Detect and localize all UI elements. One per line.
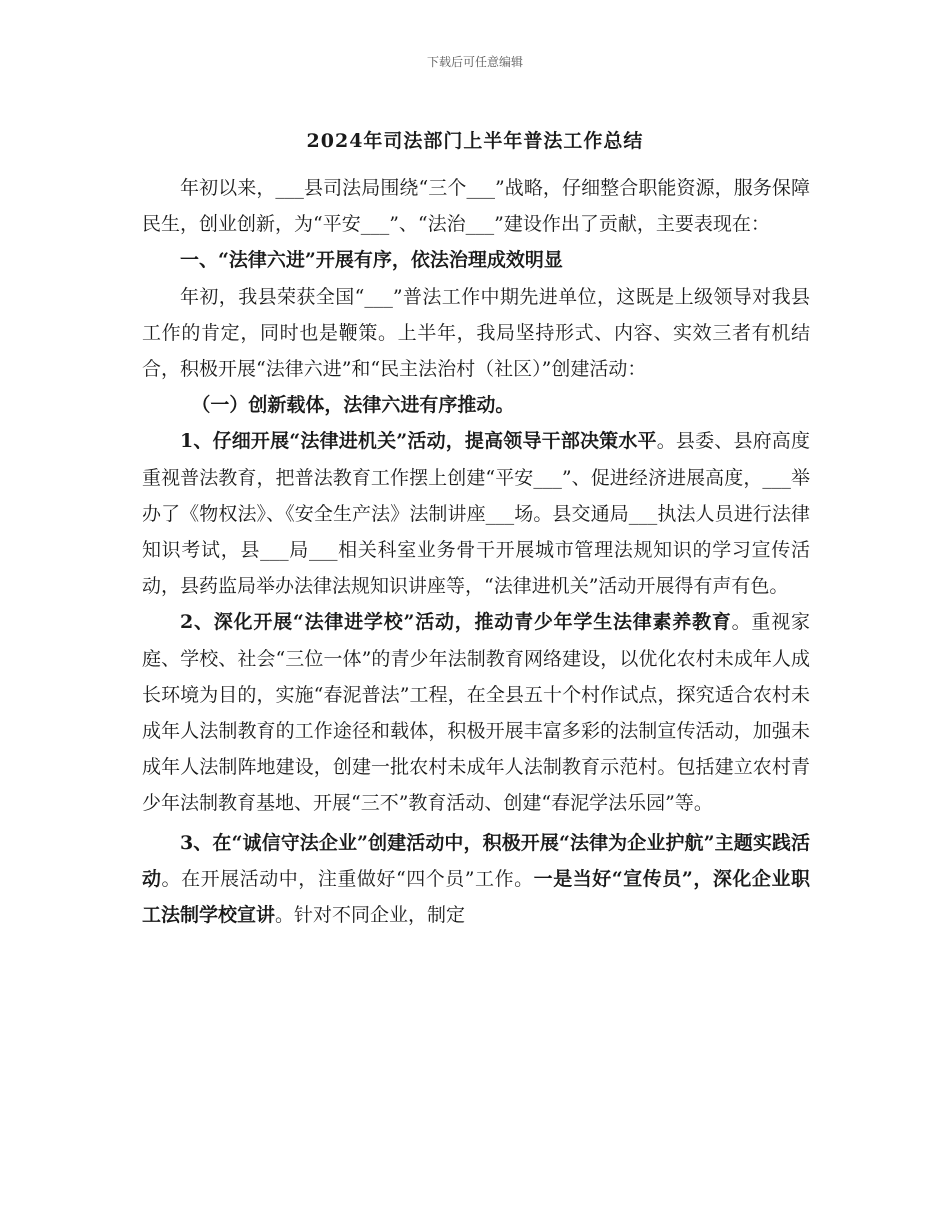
page-header-note: 下载后可任意编辑 [426, 55, 523, 69]
intro-paragraph: 年初以来，___县司法局围绕“三个___”战略，仔细整合职能资源，服务保障民生，创业创新，为“平安___”、“法治___”建设作出了贡献，主要表现在： [142, 177, 810, 236]
item-3-mid: 。在开展活动中，注重做好“四个员”工作。 [161, 867, 534, 890]
item-3-lead-2: 一是当好“宣传员”，深化企业职工法制学校宣讲 [142, 867, 810, 927]
item-1-paragraph [142, 423, 810, 604]
item-1-lead: 1、仔细开展“法律进机关”活动，提高领导干部决策水平 [180, 430, 657, 453]
item-3-paragraph [142, 825, 810, 934]
section-heading-1: 一、“法律六进”开展有序，依法治理成效明显 [180, 249, 563, 272]
item-2-body: 。重视家庭、学校、社会“三位一体”的青少年法制教育网络建设，以优化农村未成年人成长环境为目的，实施“春泥普法”工程，在全县五十个村作试点，探究适合农村未成年人法制教育的工作途径和载体，积极开展丰富多彩的法制宣传活动，加强未成年人法制阵地建设，创建一批农村未成年人法制教育示范村。包括建立农村青少年法制教育基地、开展“三不”教育活动、创建“春泥学法乐园”等。 [142, 611, 810, 815]
item-3-tail: 。针对不同企业，制定 [275, 904, 466, 927]
item-3-lead: 3、在“诚信守法企业”创建活动中，积极开展“法律为企业护航”主题实践活动 [142, 831, 810, 890]
document-title: 2024年司法部门上半年普法工作总结 [306, 130, 644, 152]
item-2-lead: 2、深化开展“法律进学校”活动，推动青少年学生法律素养教育 [180, 611, 732, 634]
section-1-paragraph: 年初，我县荣获全国“___”普法工作中期先进单位，这既是上级领导对我县工作的肯定，同时也是鞭策。上半年，我局坚持形式、内容、实效三者有机结合，积极开展“法律六进”和“民主法治村（社区）”创建活动： [142, 285, 810, 381]
item-1-body: 。县委、县府高度重视普法教育，把普法教育工作摆上创建“平安___”、促进经济进展高度，___举办了《物权法》、《安全生产法》法制讲座___场。县交通局___执法人员进行法律知识考试，县___局___相关科室业务骨干开展城市管理法规知识的学习宣传活动，县药监局举办法律法规知识讲座等，“法律进机关”活动开展得有声有色。 [142, 430, 810, 598]
item-2-paragraph [142, 604, 810, 821]
document-body [142, 170, 810, 933]
subsection-heading-1: （一）创新载体，法律六进有序推动。 [191, 394, 515, 417]
